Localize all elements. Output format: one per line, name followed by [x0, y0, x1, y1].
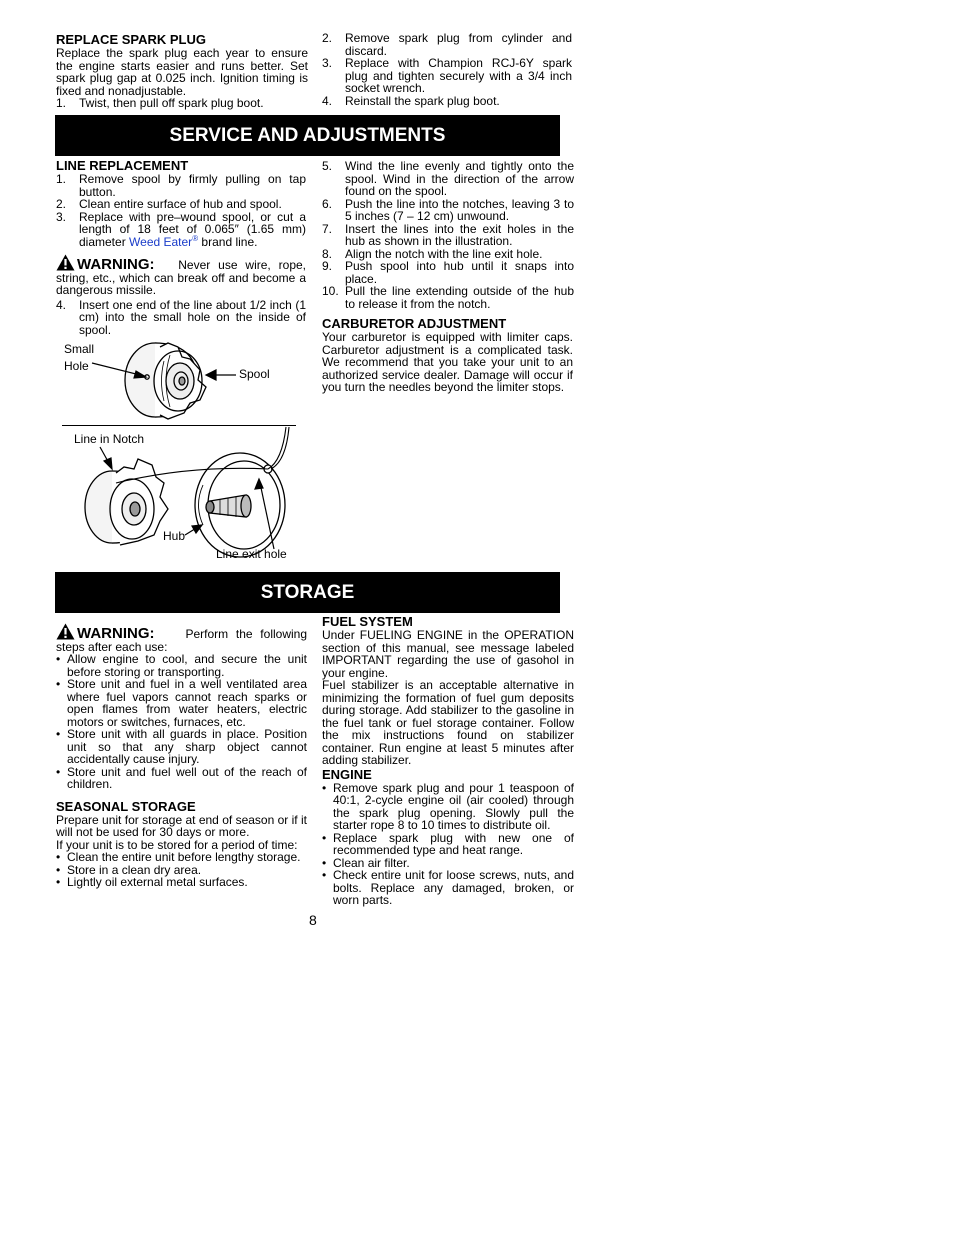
list-item: 6. Push the line into the notches, leaving 3 to 5 inches (7 – 12 cm) unwound.: [322, 196, 574, 223]
carburetor-text: Your carburetor is equipped with limiter caps. Carburetor adjustment is a complicated task. We recommend that you take your unit to an authorized service dealer. Damage will occur if you turn the needles beyond the limiter stops.: [322, 330, 573, 394]
list-item: • Clean the entire unit before lengthy storage.: [56, 851, 307, 864]
list-item: 3. Replace with Champion RCJ-6Y spark plug and tighten securely with a 3/4 inch socket wrench.: [322, 56, 572, 95]
brand-link: Weed Eater: [129, 234, 193, 249]
seasonal-p2: If your unit is to be stored for a period of time:: [56, 837, 298, 852]
list-item: 2. Remove spark plug from cylinder and discard.: [322, 31, 572, 58]
seasonal-bullets: [56, 851, 307, 889]
list-item: 9. Push spool into hub until it snaps into place.: [322, 259, 574, 286]
seasonal-p1: Prepare unit for storage at end of season or if it will not be used for 30 days or more.: [56, 812, 307, 839]
spool-label: Spool: [239, 367, 270, 381]
list-item: 10. Pull the line extending outside of the hub to release it from the notch.: [322, 284, 574, 311]
storage-warning-bullets: [56, 653, 307, 791]
small-label: Small: [64, 342, 95, 356]
list-item: • Replace spark plug with new one of recommended type and heat range.: [322, 832, 574, 857]
service-banner: SERVICE AND ADJUSTMENTS: [55, 115, 560, 156]
list-item: • Remove spark plug and pour 1 teaspoon of 40:1, 2-cycle engine oil (air cooled) through the spark plug opening. Slowly pull the starter rope 8 to 10 times to distribute oil.: [322, 782, 574, 832]
seasonal-title: SEASONAL STORAGE: [56, 798, 196, 814]
list-item: • Check entire unit for loose screws, nuts, and bolts. Replace any damaged, broken, or worn parts.: [322, 869, 574, 907]
storage-left: [56, 623, 307, 889]
list-item: 3. Replace with pre–wound spool, or cut a length of 18 feet of 0.065″ (1.65 mm) diameter Weed Eater® brand line.: [56, 209, 306, 249]
hub-illustration: [60, 425, 300, 565]
line-warning: WARNING: Never use wire, rope, string, etc., which can break off and become a dangerous missile.: [56, 256, 307, 297]
storage-banner: STORAGE: [55, 572, 560, 613]
line-steps-b: [322, 160, 574, 310]
fuel-system-p2: Fuel stabilizer is an acceptable alternative in minimizing the formation of fuel gum deposits during storage. Add stabilizer to the gasoline in the fuel tank or fuel storage container. Follow the mix instructions found on stabilizer container. Run engine at least 5 minutes after adding stabilizer.: [322, 678, 574, 767]
storage-warning: WARNING: Perform the following steps after each use:: [56, 625, 307, 654]
list-item: 5. Wind the line evenly and tightly onto the spool. Wind in the direction of the arrow found on the spool.: [322, 159, 574, 198]
list-item: 4. Reinstall the spark plug boot.: [322, 93, 500, 108]
list-item: 2. Clean entire surface of hub and spool.: [56, 197, 282, 211]
list-item: 7. Insert the lines into the exit holes in the hub as shown in the illustration.: [322, 221, 574, 248]
carburetor-section: [322, 317, 573, 394]
list-item: • Store in a clean dry area.: [56, 864, 307, 877]
engine-bullets: [322, 782, 574, 907]
list-item: • Store unit and fuel well out of the reach of children.: [56, 766, 307, 791]
spark-plug-steps-right: [322, 32, 572, 107]
engine-title: ENGINE: [322, 766, 372, 782]
hub-figure: [60, 425, 300, 565]
list-item: • Lightly oil external metal surfaces.: [56, 876, 307, 889]
list-item: 1. Twist, then pull off spark plug boot.: [56, 96, 264, 110]
list-item: • Clean air filter.: [322, 857, 574, 870]
spark-plug-steps-left: [56, 97, 308, 110]
fuel-system-title: FUEL SYSTEM: [322, 614, 413, 629]
page-number: 8: [309, 912, 317, 928]
fuel-system-p1: Under FUELING ENGINE in the OPERATION section of this manual, see message labeled IMPORTANT regarding the use of gasohol in your engine.: [322, 628, 574, 680]
spark-plug-intro: Replace the spark plug each year to ensure the engine starts easier and runs better. Set spark plug gap at 0.025 inch. Ignition timing is fixed and nonadjustable.: [56, 46, 308, 98]
warning-triangle-icon: [56, 254, 75, 271]
list-item: 4. Insert one end of the line about 1/2 inch (1 cm) into the small hole on the inside of spool.: [56, 297, 306, 337]
line-step-4: [56, 299, 306, 337]
list-item: • Store unit and fuel in a well ventilated area where fuel vapors cannot reach sparks or open flames from water heaters, electric motors or switches, furnaces, etc.: [56, 678, 307, 728]
storage-right: [322, 615, 574, 907]
list-item: 8. Align the notch with the line exit hole.: [322, 246, 543, 261]
hub-label: Hub: [163, 529, 186, 543]
spark-plug-title: REPLACE SPARK PLUG: [56, 32, 206, 47]
line-replacement-title: LINE REPLACEMENT: [56, 158, 189, 173]
carburetor-title: CARBURETOR ADJUSTMENT: [322, 316, 507, 331]
spool-illustration: [60, 335, 300, 427]
line-steps-a: [56, 173, 306, 248]
list-item: • Store unit with all guards in place. Position unit so that any sharp object cannot accidentally cause injury.: [56, 728, 307, 766]
warning-triangle-icon: [56, 623, 75, 640]
warning-label: WARNING:: [77, 625, 155, 642]
spool-figure: [60, 335, 300, 427]
line-in-notch-label: Line in Notch: [74, 432, 145, 446]
list-item: 1. Remove spool by firmly pulling on tap button.: [56, 172, 306, 199]
line-exit-hole-label: Line exit hole: [216, 547, 287, 561]
warning-label: WARNING:: [77, 256, 155, 273]
list-item: • Allow engine to cool, and secure the unit before storing or transporting.: [56, 653, 307, 678]
spark-plug-left: [56, 33, 308, 110]
hole-label: Hole: [64, 359, 89, 373]
line-replacement-right: [322, 160, 574, 310]
spark-plug-right: [322, 32, 572, 107]
line-replacement-left: [56, 159, 306, 336]
